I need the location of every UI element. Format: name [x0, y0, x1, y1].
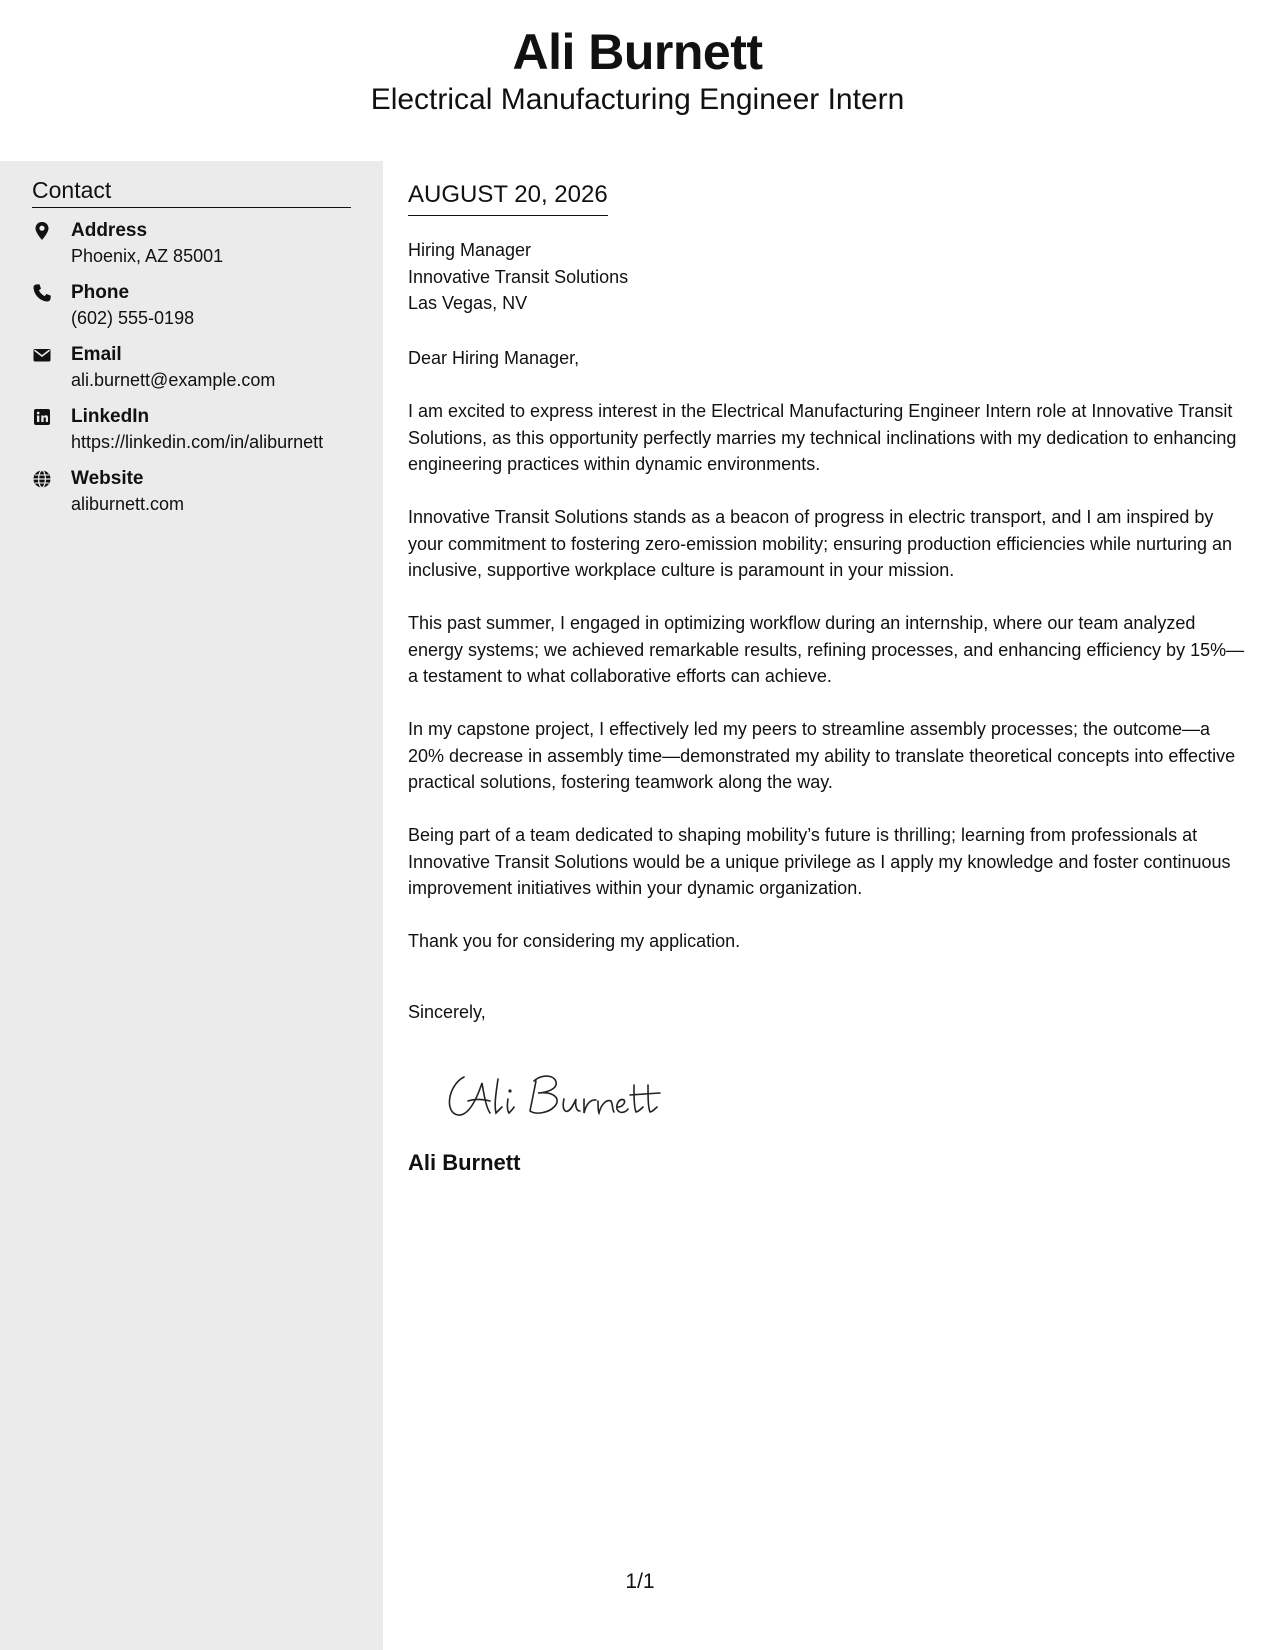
recipient-block	[408, 237, 628, 317]
contact-sidebar	[0, 161, 383, 1650]
paragraph: I am excited to express interest in the Electrical Manufacturing Engineer Intern role at Innovative Transit Solutions, as this opportunity perfectly marries my technical inclinations with my dedication to enhancing engineering practices within dynamic environments.	[408, 401, 1237, 474]
contact-value: https://linkedin.com/in/aliburnett	[71, 432, 324, 452]
contact-label: Website	[71, 468, 144, 489]
paragraph: Innovative Transit Solutions stands as a beacon of progress in electric transport, and I am inspired by your commitment to fostering zero-emission mobility; ensuring production efficiencies while nurturing an inclusive, supportive workplace culture is paramount in your mission.	[408, 507, 1233, 580]
contact-website	[32, 467, 362, 523]
applicant-role: Electrical Manufacturing Engineer Intern	[370, 83, 905, 116]
paragraph: In my capstone project, I effectively led my peers to streamline assembly processes; the outcome—a 20% decrease in assembly time—demonstrated my ability to translate theoretical concepts into effective practical solutions, fostering teamwork along the way.	[408, 719, 1236, 792]
page-number: 1/1	[625, 1570, 655, 1593]
recipient-line: Las Vegas, NV	[408, 293, 528, 313]
envelope-icon	[32, 345, 56, 369]
contact-value: Phoenix, AZ 85001	[71, 246, 224, 266]
contact-value: aliburnett.com	[71, 494, 185, 514]
contact-value: (602) 555-0198	[71, 308, 195, 328]
paragraph: This past summer, I engaged in optimizing workflow during an internship, where our team analyzed energy systems; we achieved remarkable results, refining processes, and enhancing efficiency by 15%—a testament to what collaborative efforts can achieve.	[408, 613, 1245, 686]
contact-value: ali.burnett@example.com	[71, 370, 276, 390]
globe-icon	[32, 469, 56, 493]
linkedin-icon	[32, 407, 56, 431]
contact-title: Contact	[32, 175, 351, 208]
applicant-name: Ali Burnett	[512, 24, 763, 80]
recipient-line: Hiring Manager	[408, 240, 532, 260]
phone-icon	[32, 283, 56, 307]
letter-header	[0, 0, 1275, 161]
map-pin-icon	[32, 221, 56, 245]
contact-linkedin	[32, 405, 362, 461]
handwritten-signature	[438, 1061, 678, 1131]
letter-date: AUGUST 20, 2026	[408, 179, 608, 216]
contact-label: Email	[71, 344, 122, 365]
paragraph: Being part of a team dedicated to shaping mobility’s future is thrilling; learning from professionals at Innovative Transit Solutions would be a unique privilege as I apply my knowledge and foster continuous improvement initiatives within your dynamic organization.	[408, 825, 1231, 898]
contact-email	[32, 343, 362, 399]
contact-label: Address	[71, 220, 148, 241]
contact-label: LinkedIn	[71, 406, 150, 427]
contact-phone	[32, 281, 362, 337]
contact-address	[32, 219, 362, 275]
recipient-line: Innovative Transit Solutions	[408, 266, 629, 287]
salutation: Dear Hiring Manager,	[408, 348, 580, 368]
closing-thanks: Thank you for considering my application.	[408, 931, 741, 951]
signer-name: Ali Burnett	[408, 1150, 521, 1175]
contact-label: Phone	[71, 282, 130, 303]
sign-off: Sincerely,	[408, 1002, 486, 1022]
